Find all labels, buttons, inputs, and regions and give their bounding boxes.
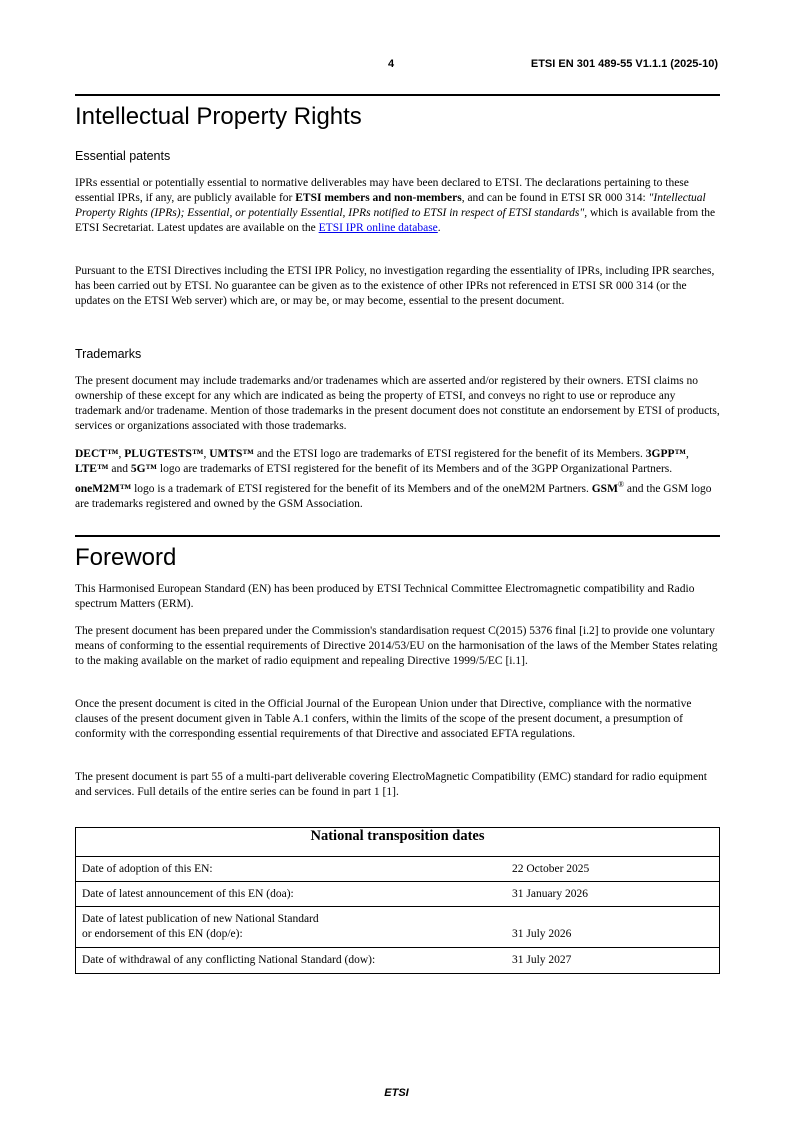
foreword-paragraph-2: The present document has been prepared under the Commission's standardisation request C(2015) 5376 final [i.2] to provide one voluntary means of conforming to the essential requirements of Directive 2014/53/EU on the harmonisation of the laws of the Member States relating to the making available on the market of radio equipment and repealing Directive 1999/5/EC [i.1]. (75, 625, 718, 667)
foreword-paragraph-3: Once the present document is cited in the Official Journal of the European Union under that Directive, compliance with the normative clauses of the present document given in Table A.1 confers, within the limits of the scope of the present document, a presumption of conformity with the corresponding essential requirements of that Directive and associated EFTA regulations. (75, 698, 692, 740)
bold-text: 5G™ (130, 463, 158, 475)
table-row (76, 857, 719, 882)
trademarks-heading: Trademarks (75, 347, 142, 361)
table-title: National transposition dates (76, 828, 719, 857)
text-run: , which is available from the ETSI Secretariat. Latest updates are available on the (75, 207, 716, 234)
bold-text: oneM2M™ (75, 482, 132, 495)
bold-text: DECT™ (75, 448, 119, 460)
row-label: Date of withdrawal of any conflicting National Standard (dow): (82, 954, 376, 966)
bold-text: PLUGTESTS™ (124, 448, 204, 460)
transposition-dates-table (75, 827, 720, 974)
row-value: 31 July 2026 (512, 928, 572, 940)
italic-citation: "Intellectual Property Rights (IPRs); Essential, or potentially Essential, IPRs notified to ETSI in respect of ETSI standards" (75, 192, 706, 219)
bold-text: LTE™ (75, 463, 109, 475)
text-run: , (118, 448, 125, 460)
bold-text: ETSI members and non-members (295, 192, 462, 204)
row-label: Date of adoption of this EN: (82, 863, 213, 875)
text-run: , and can be found in ETSI SR 000 314: (461, 192, 649, 204)
text-run: and (108, 463, 131, 475)
text-run: logo is a trademark of ETSI registered for the benefit of its Members and of the oneM2M Partners. (131, 482, 592, 495)
page-number: 4 (388, 58, 395, 70)
bold-text: GSM (591, 482, 618, 495)
document-reference: ETSI EN 301 489-55 V1.1.1 (2025-10) (530, 58, 718, 70)
row-label: Date of latest announcement of this EN (doa): (82, 888, 294, 900)
table-row (76, 948, 719, 973)
row-value: 22 October 2025 (512, 863, 590, 875)
foreword-paragraph-4: The present document is part 55 of a multi-part deliverable covering ElectroMagnetic Compatibility (EMC) standard for radio equipment and services. Full details of the entire series can be found in part 1 [1]. (75, 771, 707, 798)
ipr-heading: Intellectual Property Rights (75, 94, 720, 132)
trademarks-paragraph-1: The present document may include trademarks and/or tradenames which are asserted and/or registered by their owners. ETSI claims no ownership of these except for any which are indicated as being the property of ETSI, and conveys no right to use or reproduce any trademark and/or tradename. Mention of those trademarks in the present document does not constitute an endorsement by ETSI of products, services or organizations associated with those trademarks. (75, 375, 720, 432)
etsi-ipr-database-link[interactable]: ETSI IPR online database (318, 222, 438, 234)
foreword-heading: Foreword (75, 535, 720, 573)
table-row (76, 882, 719, 907)
text-run: and the ETSI logo are trademarks of ETSI registered for the benefit of its Members. (253, 448, 646, 460)
bold-text: 3GPP™ (645, 448, 687, 460)
row-value: 31 January 2026 (512, 888, 589, 900)
text-run: . (437, 222, 441, 234)
text-run: IPRs essential or potentially essential to normative deliverables may have been declared to ETSI. The declarations pertaining to these essential IPRs, if any, are publicly available for (75, 177, 689, 204)
essential-patents-paragraph-1 (75, 176, 720, 236)
row-value: 31 July 2027 (512, 954, 572, 966)
text-run: , (203, 448, 210, 460)
bold-text: UMTS™ (209, 448, 254, 460)
essential-patents-paragraph-2: Pursuant to the ETSI Directives including the ETSI IPR Policy, no investigation regarding the essentiality of IPRs, including IPR searches, has been carried out by ETSI. No guarantee can be given as to the existence of other IPRs not referenced in ETSI SR 000 314 (or the updates on the ETSI Web server) which are, or may be, or may become, essential to the present document. (75, 265, 715, 307)
foreword-paragraph-1: This Harmonised European Standard (EN) has been produced by ETSI Technical Committee Electromagnetic compatibility and Radio spectrum Matters (ERM). (75, 583, 695, 610)
trademarks-paragraph-2 (75, 447, 720, 512)
row-label-line-1: Date of latest publication of new National Standard (82, 913, 319, 925)
footer-etsi: ETSI (384, 1087, 409, 1099)
row-label-line-2: or endorsement of this EN (dop/e): (82, 928, 243, 940)
text-run: logo are trademarks of ETSI registered for the benefit of its Members and of the 3GPP Organizational Partners. (157, 463, 673, 475)
essential-patents-heading: Essential patents (75, 149, 171, 163)
table-row (76, 907, 719, 948)
text-run: , (686, 448, 689, 460)
registered-mark: ® (617, 480, 625, 489)
text-run: and the GSM logo are trademarks registered and owned by the GSM Association. (75, 482, 712, 510)
